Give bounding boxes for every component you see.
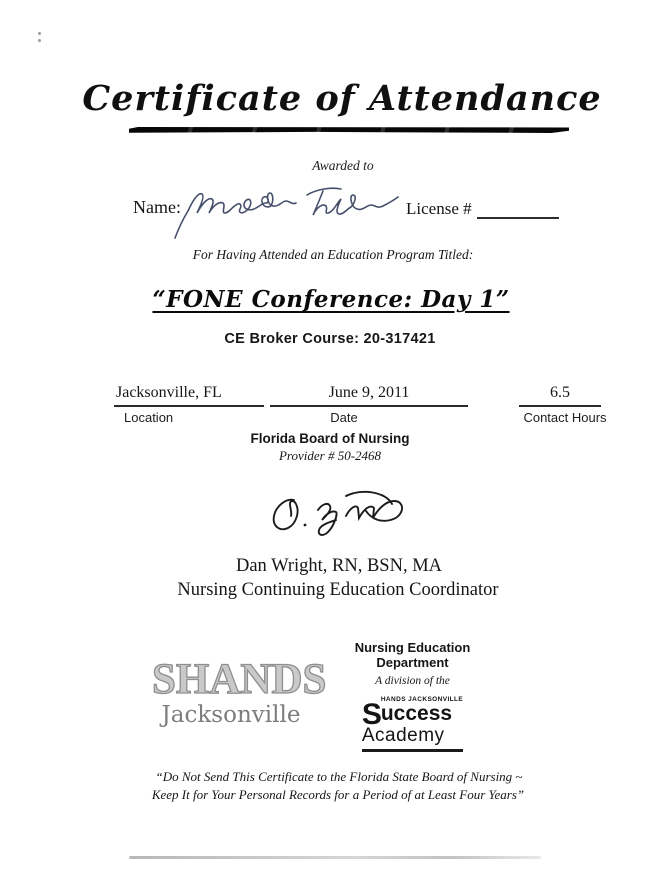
success-academy-logo	[362, 696, 463, 752]
contact-hours-value: 6.5	[519, 384, 601, 407]
footer-disclaimer-line1: “Do Not Send This Certificate to the Florida State Board of Nursing ~	[155, 769, 523, 784]
date-label: Date	[330, 410, 358, 425]
license-blank-line	[477, 217, 559, 219]
division-label: A division of the	[375, 675, 450, 687]
academy-logo-small-text: HANDS JACKSONVILLE	[380, 696, 464, 703]
handwritten-name-signature	[165, 172, 400, 244]
department-title: Nursing Education Department	[354, 640, 471, 670]
location-value: Jacksonville, FL	[114, 384, 264, 407]
date-value: June 9, 2011	[270, 384, 468, 407]
title-rule	[129, 127, 569, 133]
bottom-scan-line	[129, 856, 541, 859]
academy-logo-success-text: uccess	[380, 702, 453, 725]
license-number-label: License #	[406, 199, 472, 218]
shands-logo-wordmark: SHANDS	[152, 656, 327, 703]
contact-hours-label: Contact Hours	[523, 410, 607, 425]
scan-artifact	[38, 32, 41, 35]
shands-logo	[152, 656, 327, 728]
program-title: “FONE Conference: Day 1”	[152, 286, 510, 313]
signer-name: Dan Wright, RN, BSN, MA	[235, 556, 443, 576]
footer-disclaimer-line2: Keep It for Your Personal Records for a Period of at Least Four Years”	[151, 787, 525, 802]
signer-title: Nursing Continuing Education Coordinator	[177, 580, 499, 600]
coordinator-signature	[258, 484, 408, 546]
awarded-to-label: Awarded to	[312, 158, 374, 173]
department-block	[320, 640, 505, 752]
provider-number: Provider # 50-2468	[278, 448, 382, 463]
academy-logo-academy-text: Academy	[362, 725, 463, 752]
certificate-title: Certificate of Attendance	[82, 78, 602, 119]
name-label: Name:	[133, 197, 181, 217]
shands-logo-jacksonville: Jacksonville	[161, 702, 301, 728]
location-label: Location	[124, 410, 174, 425]
ce-broker-course: CE Broker Course: 20-317421	[224, 331, 436, 347]
board-name: Florida Board of Nursing	[250, 431, 410, 446]
program-description: For Having Attended an Education Program Titled:	[192, 247, 474, 262]
academy-logo-big-s: S	[361, 698, 382, 731]
